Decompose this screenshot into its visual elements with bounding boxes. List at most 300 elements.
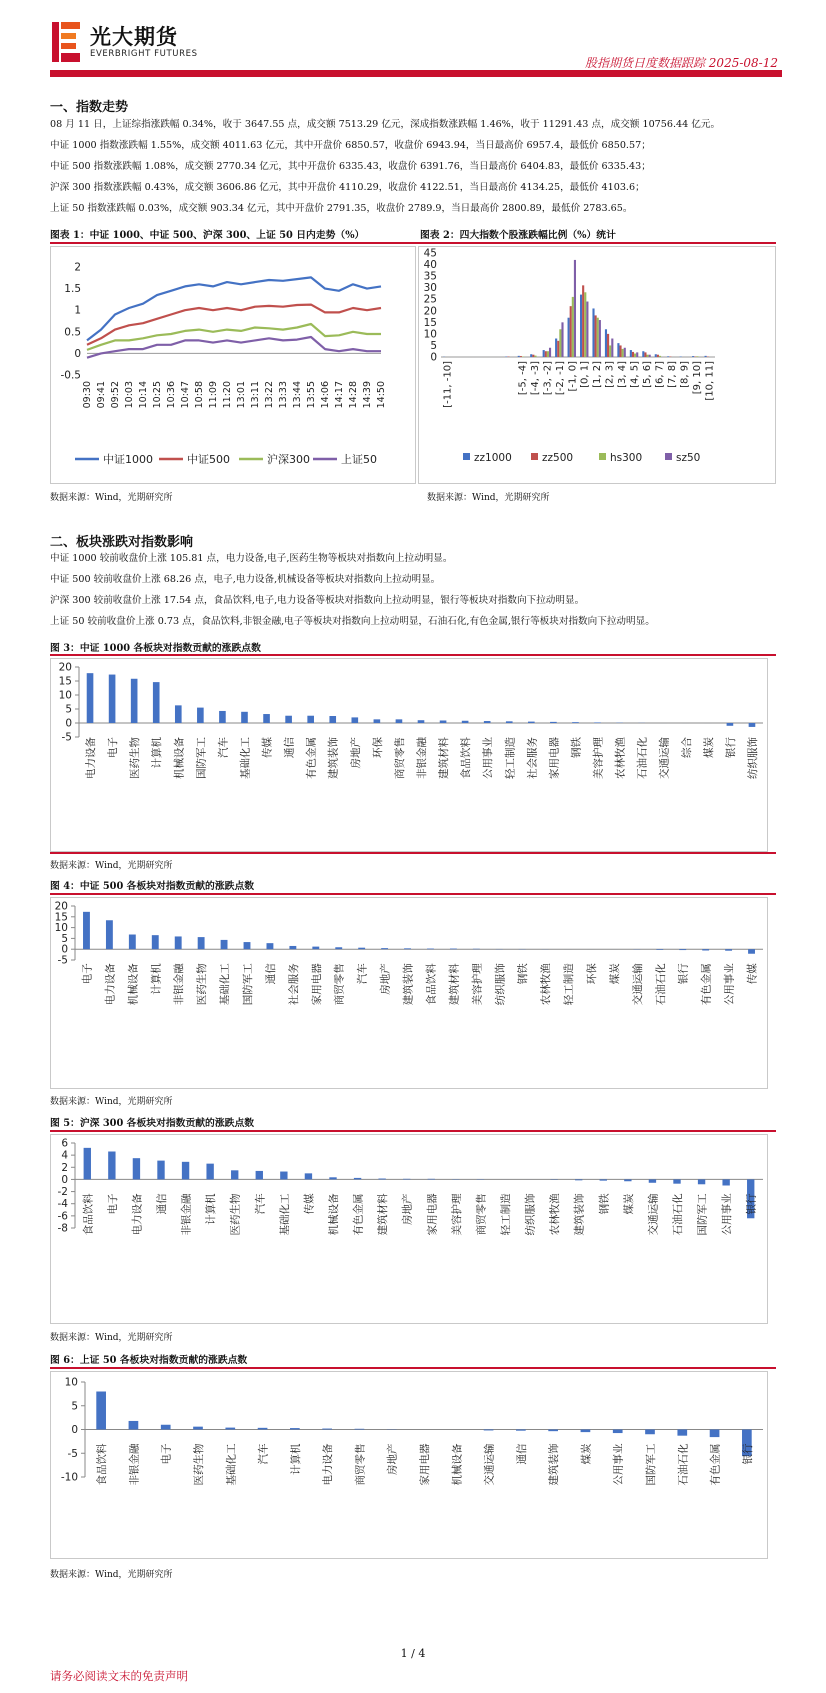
x-tick-label: 农林牧渔 — [549, 1193, 562, 1236]
x-tick-label: 煤炭 — [622, 1193, 635, 1215]
bar — [221, 940, 228, 949]
legend-label: zz1000 — [474, 452, 512, 464]
x-tick-label: 计算机 — [289, 1443, 302, 1475]
bar — [518, 356, 520, 357]
fig6-chart — [51, 1372, 769, 1560]
bar — [530, 354, 532, 357]
y-tick-label: -4 — [57, 1198, 68, 1211]
legend-swatch — [531, 453, 538, 460]
bar — [418, 720, 425, 723]
bar — [647, 355, 649, 357]
bar — [584, 292, 586, 357]
bar — [655, 354, 657, 357]
legend-swatch — [463, 453, 470, 460]
legend-swatch — [599, 453, 606, 460]
fig3-frame — [50, 658, 768, 852]
section-2-title: 二、板块涨跌对指数影响 — [50, 535, 194, 550]
x-tick-label: 13:33 — [278, 381, 289, 409]
bar — [649, 355, 651, 357]
bar — [427, 949, 434, 950]
bar — [570, 306, 572, 357]
y-tick-label: 2 — [74, 261, 81, 274]
bar — [106, 920, 113, 949]
bar — [258, 1428, 268, 1430]
bar — [559, 329, 561, 357]
page-number: 1 / 4 — [400, 1647, 426, 1660]
bar — [153, 682, 160, 723]
x-tick-label: 10:36 — [166, 381, 177, 409]
bar — [312, 947, 319, 950]
x-tick-label: 食品饮料 — [96, 1443, 109, 1486]
bar — [696, 356, 698, 357]
bar — [528, 722, 535, 723]
x-tick-label: 商贸零售 — [393, 737, 406, 779]
series-line — [87, 324, 381, 350]
bar — [225, 1428, 235, 1430]
x-tick-label: 医药生物 — [229, 1193, 242, 1236]
x-tick-label: 公用事业 — [482, 737, 495, 779]
x-tick-label: 商贸零售 — [475, 1193, 488, 1236]
legend-label: 沪深300 — [267, 453, 310, 466]
legend-swatch — [665, 453, 672, 460]
bar — [657, 355, 659, 357]
bar — [624, 1179, 631, 1181]
bar — [613, 1430, 623, 1434]
x-tick-label: 14:06 — [320, 381, 331, 409]
x-tick-label: 综合 — [680, 737, 693, 758]
x-tick-label: 汽车 — [356, 963, 369, 985]
y-tick-label: 5 — [430, 339, 437, 352]
x-tick-label: 机械设备 — [328, 1193, 340, 1236]
x-tick-label: 房地产 — [379, 963, 392, 995]
x-tick-label: 机械设备 — [451, 1443, 464, 1486]
x-tick-label: 公用事业 — [612, 1443, 625, 1486]
x-tick-label: 基础化工 — [239, 737, 252, 779]
bar — [516, 1430, 526, 1431]
figure-rule — [50, 852, 776, 854]
x-tick-label: 家用电器 — [548, 737, 561, 779]
x-tick-label: 09:41 — [96, 381, 107, 409]
bar — [358, 948, 365, 950]
fig2-caption: 图表 2：四大指数个股涨跌幅比例（%）统计 — [420, 230, 616, 241]
x-tick-label: 通信 — [264, 963, 277, 985]
fig4-frame — [50, 897, 768, 1089]
x-tick-label: 10:14 — [138, 381, 149, 409]
x-tick-label: 建筑装饰 — [573, 1193, 586, 1236]
bar — [594, 722, 601, 723]
y-tick-label: -2 — [57, 1186, 68, 1199]
x-tick-label: 国防军工 — [696, 1193, 709, 1236]
y-tick-label: 10 — [423, 328, 437, 341]
bar — [568, 318, 570, 357]
x-tick-label: [-3, -2] — [542, 361, 554, 396]
x-tick-label: 轻工制造 — [563, 963, 576, 1006]
x-tick-label: 13:55 — [306, 381, 317, 409]
y-tick-label: 0 — [71, 1424, 78, 1436]
y-tick-label: 20 — [423, 305, 437, 318]
x-tick-label: 通信 — [156, 1193, 168, 1215]
bar — [197, 708, 204, 723]
x-tick-label: 建筑材料 — [438, 737, 451, 779]
bar — [133, 1158, 140, 1179]
bar — [645, 1430, 655, 1435]
x-tick-label: 食品饮料 — [82, 1193, 95, 1236]
fig2-chart — [419, 247, 777, 485]
x-tick-label: [10, 11] — [704, 361, 716, 401]
y-tick-label: 0 — [65, 717, 72, 730]
bar — [725, 949, 732, 951]
bar — [622, 349, 624, 357]
bar — [656, 949, 663, 950]
x-tick-label: 基础化工 — [278, 1193, 291, 1236]
x-tick-label: 14:39 — [362, 381, 373, 409]
caption-rule — [50, 242, 776, 244]
x-tick-label: [-1, 0] — [567, 361, 579, 392]
section-1-title: 一、指数走势 — [50, 100, 129, 115]
x-tick-label: 10:47 — [180, 381, 191, 409]
x-tick-label: 家用电器 — [310, 963, 323, 1006]
legend-label: sz50 — [676, 452, 701, 464]
bar — [182, 1162, 189, 1180]
y-tick-label: 5 — [65, 703, 72, 716]
x-tick-label: 轻工制造 — [504, 737, 517, 779]
x-tick-label: [2, 3] — [604, 361, 616, 388]
bar — [351, 717, 358, 723]
x-tick-label: 基础化工 — [219, 963, 232, 1006]
x-tick-label: 国防军工 — [242, 963, 254, 1006]
x-tick-label: 食品饮料 — [425, 963, 438, 1006]
x-tick-label: [7, 8] — [666, 361, 678, 388]
y-tick-label: 0 — [74, 347, 81, 360]
bar — [440, 720, 447, 723]
x-tick-label: 计算机 — [205, 1193, 218, 1225]
bar — [244, 942, 251, 949]
y-tick-label: 6 — [61, 1137, 68, 1150]
x-tick-label: [1, 2] — [592, 361, 604, 388]
x-tick-label: 纺织服饰 — [746, 737, 759, 779]
x-tick-label: 电子 — [81, 963, 94, 985]
bar — [289, 946, 296, 949]
x-tick-label: 09:52 — [110, 381, 121, 409]
bar — [329, 1177, 336, 1179]
paragraph-line: 中证 500 指数涨跌幅 1.08%，成交额 2770.34 亿元，其中开盘价 6335.43，收盘价 6391.76，当日最高价 6404.83，最低价 6335.43； — [50, 161, 651, 172]
x-tick-label: 钢铁 — [570, 737, 583, 758]
y-tick-label: 45 — [423, 247, 437, 260]
bar — [607, 334, 609, 357]
bar — [129, 935, 136, 950]
bar — [462, 721, 469, 723]
x-tick-label: 商贸零售 — [333, 963, 346, 1006]
x-tick-label: [8, 9] — [679, 361, 691, 388]
y-tick-label: 5 — [61, 932, 68, 945]
bar — [157, 1161, 164, 1180]
y-tick-label: 20 — [54, 900, 68, 913]
x-tick-label: 银行 — [677, 963, 690, 985]
x-tick-label: 计算机 — [150, 963, 163, 995]
bar — [241, 712, 248, 723]
x-tick-label: 煤炭 — [702, 737, 715, 758]
y-tick-label: 0 — [61, 1173, 68, 1186]
fig5-frame — [50, 1134, 768, 1324]
x-tick-label: 有色金属 — [709, 1443, 722, 1486]
x-tick-label: 建筑装饰 — [402, 963, 415, 1006]
legend-label: 上证50 — [341, 453, 377, 466]
y-tick-label: -0.5 — [60, 369, 81, 382]
bar — [630, 350, 632, 357]
x-tick-label: 钢铁 — [517, 963, 530, 985]
section-1-text — [50, 114, 720, 219]
bar — [131, 679, 138, 723]
x-tick-label: 计算机 — [151, 737, 164, 769]
x-tick-label: [-11, -10] — [442, 361, 454, 408]
bar — [659, 356, 661, 357]
fig6-frame — [50, 1371, 768, 1559]
bar — [403, 1179, 410, 1180]
x-tick-label: 家用电器 — [419, 1443, 431, 1486]
bar — [722, 1179, 729, 1185]
bar — [748, 949, 755, 954]
bar — [545, 351, 547, 357]
x-tick-label: 非银金融 — [416, 737, 428, 779]
fig1-frame — [50, 246, 416, 484]
y-tick-label: 0.5 — [64, 326, 81, 339]
bar — [586, 302, 588, 357]
bar — [599, 320, 601, 357]
x-tick-label: 11:20 — [222, 381, 233, 409]
bar — [581, 1430, 591, 1433]
bar — [219, 711, 226, 723]
x-tick-label: 建筑装饰 — [327, 737, 340, 779]
x-tick-label: 14:17 — [334, 381, 345, 409]
x-tick-label: 房地产 — [386, 1443, 399, 1475]
paragraph-line: 沪深 300 指数涨跌幅 0.43%，成交额 3606.86 亿元，其中开盘价 4110.29，收盘价 4122.51，当日最高价 4134.25，最低价 4103.6； — [50, 182, 645, 193]
bar — [305, 1173, 312, 1179]
bar — [702, 949, 709, 950]
source-note: 数据来源：Wind，光期研究所 — [50, 493, 173, 503]
x-tick-label: 09:30 — [82, 381, 93, 409]
y-tick-label: 30 — [423, 282, 437, 295]
y-tick-label: -5 — [61, 731, 72, 744]
x-tick-label: 非银金融 — [173, 963, 186, 1006]
section-2-text — [50, 548, 655, 632]
caption-rule — [50, 1130, 776, 1132]
bar — [548, 1430, 558, 1432]
x-tick-label: 基础化工 — [225, 1443, 238, 1486]
bar — [624, 348, 626, 357]
x-tick-label: 石油石化 — [672, 1193, 684, 1236]
paragraph-line: 上证 50 较前收盘价上涨 0.73 点，食品饮料,非银金融,电子等板块对指数向上拉动明显，石油石化,有色金属,银行等板块对指数向下拉动明显。 — [50, 616, 655, 627]
bar — [96, 1392, 106, 1430]
bar — [609, 345, 611, 357]
x-tick-label: 交通运输 — [658, 737, 671, 779]
bar — [595, 315, 597, 357]
bar — [83, 912, 90, 949]
company-name-en: EVERBRIGHT FUTURES — [90, 49, 198, 59]
x-tick-label: 机械设备 — [173, 737, 186, 779]
paragraph-line: 沪深 300 较前收盘价上涨 17.54 点，食品饮料,电子,电力设备等板块对指数向上拉动明显，银行等板块对指数向下拉动明显。 — [50, 595, 585, 606]
x-tick-label: 10:03 — [124, 381, 135, 409]
x-tick-label: 通信 — [283, 737, 296, 758]
x-tick-label: 汽车 — [254, 1193, 267, 1215]
bar — [484, 1430, 494, 1431]
bar — [561, 322, 563, 357]
x-tick-label: 社会服务 — [287, 963, 300, 1006]
company-logo — [52, 22, 82, 62]
x-tick-label: 13:44 — [292, 381, 303, 409]
y-tick-label: -5 — [67, 1447, 78, 1460]
y-tick-label: 2 — [61, 1161, 68, 1174]
x-tick-label: 国防军工 — [645, 1443, 657, 1486]
x-tick-label: 通信 — [515, 1443, 528, 1465]
legend-label: 中证500 — [187, 453, 230, 466]
x-tick-label: 交通运输 — [483, 1443, 496, 1486]
source-note: 数据来源：Wind，光期研究所 — [427, 493, 550, 503]
x-tick-label: 电力设备 — [85, 737, 98, 779]
bar — [547, 351, 549, 357]
bar — [374, 719, 381, 723]
x-tick-label: 10:58 — [194, 381, 205, 409]
x-tick-label: 国防军工 — [195, 737, 208, 779]
x-tick-label: 石油石化 — [654, 963, 667, 1006]
y-tick-label: 4 — [61, 1149, 68, 1162]
bar — [710, 1430, 720, 1438]
bar — [575, 1179, 582, 1180]
legend-label: zz500 — [542, 452, 574, 464]
bar — [534, 356, 536, 357]
paragraph-line: 中证 1000 指数涨跌幅 1.55%，成交额 4011.63 亿元，其中开盘价 6850.57，收盘价 6943.94，当日最高价 6957.4，最低价 6850.57； — [50, 140, 651, 151]
x-tick-label: 13:01 — [236, 381, 247, 409]
x-tick-label: 14:28 — [348, 381, 359, 409]
x-tick-label: 纺织服饰 — [524, 1193, 537, 1236]
x-tick-label: 农林牧渔 — [540, 963, 553, 1006]
x-tick-label: 环保 — [371, 737, 384, 758]
fig1-caption: 图表 1：中证 1000、中证 500、沪深 300、上证 50 日内走势（%） — [50, 230, 365, 241]
y-tick-label: 20 — [58, 661, 72, 674]
x-tick-label: 传媒 — [303, 1193, 316, 1215]
x-tick-label: 银行 — [741, 1443, 754, 1465]
x-tick-label: 14:50 — [376, 381, 387, 409]
bar — [506, 721, 513, 723]
x-tick-label: 环保 — [586, 963, 598, 985]
bar — [705, 356, 707, 357]
bar — [266, 943, 273, 949]
x-tick-label: 银行 — [724, 737, 737, 758]
bar — [354, 1178, 361, 1180]
x-tick-label: 传媒 — [746, 963, 759, 985]
bar — [677, 1430, 687, 1436]
bar — [727, 723, 734, 726]
x-tick-label: 电子 — [107, 737, 120, 758]
x-tick-label: 农林牧渔 — [614, 737, 627, 779]
x-tick-label: 13:11 — [250, 381, 261, 409]
bar — [572, 722, 579, 723]
x-tick-label: 医药生物 — [196, 963, 209, 1006]
bar — [611, 339, 613, 357]
bar — [617, 343, 619, 357]
y-tick-label: 15 — [58, 675, 72, 688]
x-tick-label: 电子 — [160, 1443, 173, 1465]
caption-rule — [50, 654, 776, 656]
bar — [290, 1428, 300, 1429]
x-tick-label: 家用电器 — [426, 1193, 439, 1236]
source-note: 数据来源：Wind，光期研究所 — [50, 1333, 173, 1343]
bar — [175, 705, 182, 723]
y-tick-label: 10 — [54, 922, 68, 935]
bar — [667, 356, 669, 357]
x-tick-label: 汽车 — [217, 737, 230, 758]
fig1-chart — [51, 247, 417, 485]
x-tick-label: 13:22 — [264, 381, 275, 409]
x-tick-label: 有色金属 — [305, 737, 318, 779]
y-tick-label: 0 — [61, 943, 68, 956]
legend-label: 中证1000 — [103, 453, 153, 466]
bar — [193, 1427, 203, 1430]
x-tick-label: [9, 10] — [691, 361, 703, 395]
fig4-caption: 图 4：中证 500 各板块对指数贡献的涨跌点数 — [50, 881, 255, 892]
source-note: 数据来源：Wind，光期研究所 — [50, 861, 173, 871]
bar — [109, 675, 116, 723]
fig4-chart — [51, 898, 769, 1090]
paragraph-line: 中证 1000 较前收盘价上涨 105.81 点，电力设备,电子,医药生物等板块对指数向上拉动明显。 — [50, 553, 453, 564]
x-tick-label: 房地产 — [349, 737, 362, 769]
paragraph-line: 中证 500 较前收盘价上涨 68.26 点，电子,电力设备,机械设备等板块对指数向上拉动明显。 — [50, 574, 441, 585]
x-tick-label: 汽车 — [257, 1443, 270, 1465]
x-tick-label: 电力设备 — [322, 1443, 335, 1486]
bar — [285, 716, 292, 723]
bar — [600, 1179, 607, 1180]
report-title: 股指期货日度数据跟踪 2025-08-12 — [584, 56, 778, 70]
bar — [404, 948, 411, 949]
bar — [378, 1179, 385, 1180]
x-tick-label: 交通运输 — [631, 963, 644, 1006]
bar — [649, 1179, 656, 1182]
bar — [557, 341, 559, 357]
x-tick-label: 商贸零售 — [354, 1443, 367, 1486]
x-tick-label: 公用事业 — [721, 1193, 734, 1236]
bar — [396, 719, 403, 723]
x-tick-label: 交通运输 — [647, 1193, 660, 1236]
x-tick-label: [0, 1] — [579, 361, 591, 388]
bar — [692, 356, 694, 357]
bar — [280, 1172, 287, 1180]
x-tick-label: 传媒 — [261, 737, 274, 758]
x-tick-label: 电力设备 — [131, 1193, 144, 1236]
paragraph-line: 上证 50 指数涨跌幅 0.03%，成交额 903.34 亿元，其中开盘价 2791.35，收盘价 2789.9，当日最高价 2800.89，最低价 2783.65。 — [50, 203, 633, 214]
x-tick-label: 建筑装饰 — [548, 1443, 561, 1486]
bar — [206, 1164, 213, 1180]
bar — [582, 285, 584, 357]
x-tick-label: 公用事业 — [723, 963, 736, 1006]
y-tick-label: 1.5 — [64, 283, 81, 296]
header-rule — [50, 70, 782, 77]
y-tick-label: 10 — [58, 689, 72, 702]
bar — [632, 352, 634, 357]
bar — [572, 297, 574, 357]
bar — [108, 1152, 115, 1180]
bar — [87, 673, 94, 723]
fig3-caption: 图 3：中证 1000 各板块对指数贡献的涨跌点数 — [50, 643, 261, 654]
bar — [198, 937, 205, 949]
x-tick-label: 钢铁 — [598, 1193, 611, 1215]
x-tick-label: 房地产 — [401, 1193, 414, 1225]
x-tick-label: 煤炭 — [608, 963, 621, 985]
x-tick-label: 纺织服饰 — [494, 963, 507, 1006]
bar — [550, 722, 557, 723]
y-tick-label: -10 — [60, 1471, 78, 1484]
x-tick-label: 医药生物 — [129, 737, 142, 779]
y-tick-label: 25 — [423, 293, 437, 306]
disclaimer-link[interactable]: 请务必阅读文末的免责声明 — [50, 1669, 188, 1683]
